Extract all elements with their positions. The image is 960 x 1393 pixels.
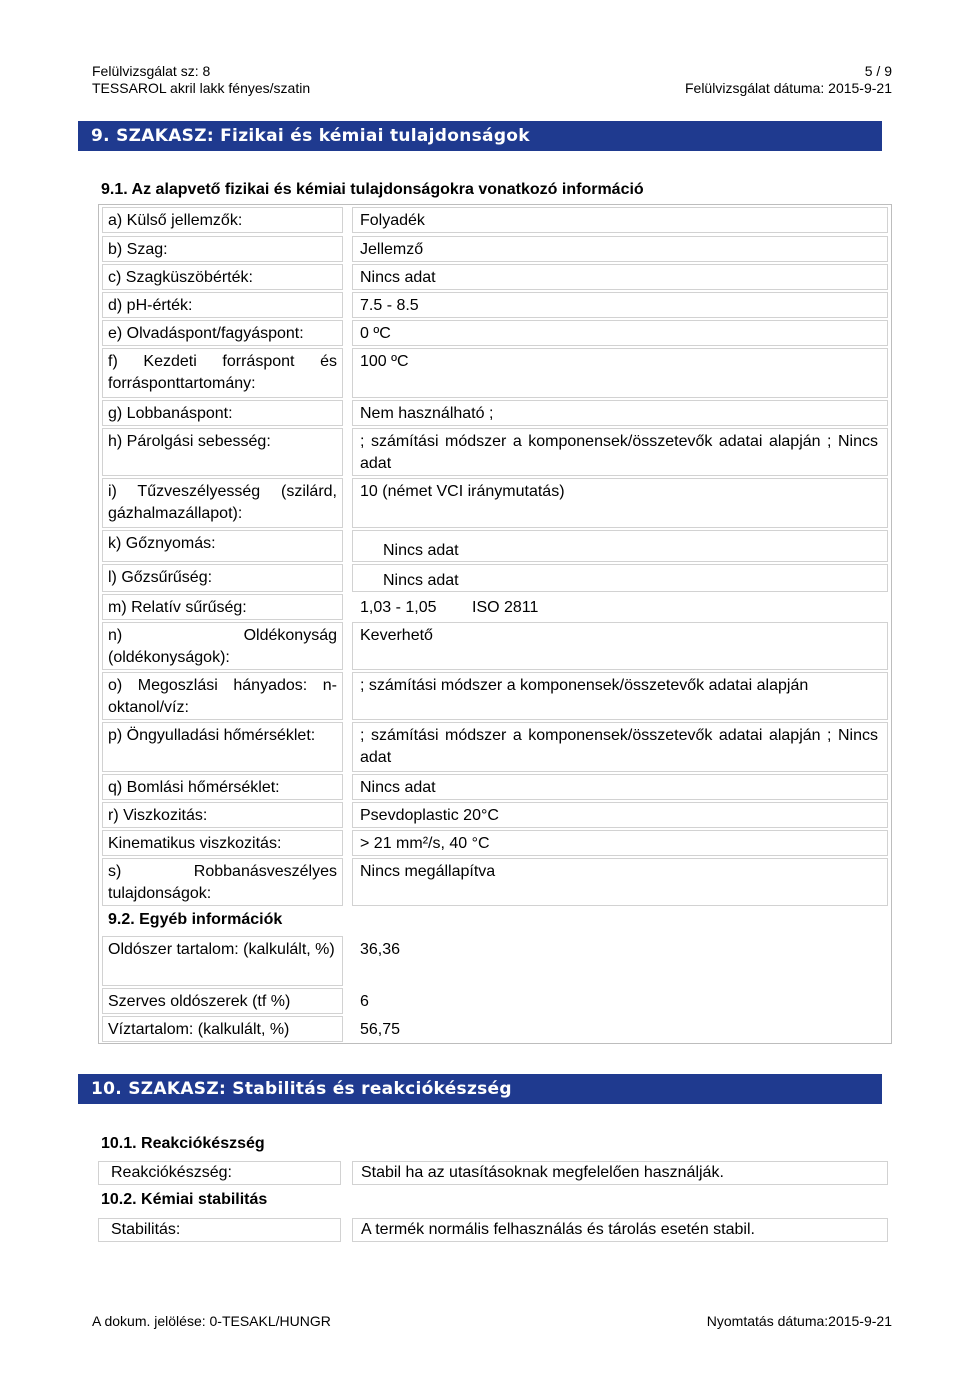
property-label: n) Oldékonyság (oldékonyságok): <box>108 627 337 666</box>
property-value: 10 (német VCI iránymutatás) <box>360 483 565 500</box>
property-value: 7.5 - 8.5 <box>360 297 419 314</box>
other-label: Víztartalom: (kalkulált, %) <box>108 1021 290 1038</box>
other-value: 6 <box>360 993 369 1010</box>
revision-number: Felülvizsgálat sz: 8 <box>92 63 211 79</box>
property-method: ISO 2811 <box>472 599 539 616</box>
property-label: f) Kezdeti forráspont és forrásponttartomány: <box>108 353 337 392</box>
property-label: d) pH-érték: <box>108 297 193 314</box>
section10-sub1: 10.1. Reakciókészség <box>101 1135 265 1152</box>
property-label: b) Szag: <box>108 241 168 258</box>
property-label: o) Megoszlási hányados: n-oktanol/víz: <box>108 677 337 716</box>
product-name: TESSAROL akril lakk fényes/szatin <box>92 80 311 96</box>
property-label: i) Tűzveszélyesség (szilárd, gázhalmazállapot): <box>108 483 337 522</box>
property-label: h) Párolgási sebesség: <box>108 433 271 450</box>
section10-title: 10. SZAKASZ: Stabilitás és reakciókészség <box>78 1074 882 1104</box>
property-label: s) Robbanásveszélyes tulajdonságok: <box>108 863 337 902</box>
property-label: k) Gőznyomás: <box>108 535 216 552</box>
revision-date: Felülvizsgálat dátuma: 2015-9-21 <box>684 80 892 96</box>
property-label: l) Gőzsűrűség: <box>108 569 213 586</box>
property-value: Psevdoplastic 20°C <box>360 807 499 824</box>
section9-other-title: 9.2. Egyéb információk <box>108 911 283 928</box>
property-value: Nincs megállapítva <box>360 863 496 880</box>
property-value: Folyadék <box>360 212 425 229</box>
row2-label: Stabilitás: <box>111 1221 181 1238</box>
property-value: Nem használható ; <box>360 405 494 422</box>
property-label: p) Öngyulladási hőmérséklet: <box>108 727 316 744</box>
section9-title: 9. SZAKASZ: Fizikai és kémiai tulajdonságok <box>78 121 882 151</box>
property-label: a) Külső jellemzők: <box>108 212 243 229</box>
property-label: e) Olvadáspont/fagyáspont: <box>108 325 304 342</box>
property-value: > 21 mm²/s, 40 °C <box>360 835 490 852</box>
property-label: r) Viszkozitás: <box>108 807 208 824</box>
property-value: Nincs adat <box>360 779 436 796</box>
document-id: A dokum. jelölése: 0-TESAKL/HUNGR <box>92 1313 331 1329</box>
property-label: g) Lobbanáspont: <box>108 405 233 422</box>
property-value: Nincs adat <box>360 269 436 286</box>
property-label: m) Relatív sűrűség: <box>108 599 247 616</box>
section10-sub2: 10.2. Kémiai stabilitás <box>101 1191 268 1208</box>
other-label: Szerves oldószerek (tf %) <box>108 993 291 1010</box>
property-value: 100 ºC <box>360 353 409 370</box>
property-value: Keverhető <box>360 627 433 644</box>
property-value: 1,03 - 1,05 <box>360 599 437 616</box>
property-value: ; számítási módszer a komponensek/összetevők adatai alapján ; Nincs adat <box>360 433 878 472</box>
page-number: 5 / 9 <box>864 63 892 79</box>
section9-subtitle: 9.1. Az alapvető fizikai és kémiai tulajdonságokra vonatkozó információ <box>101 181 644 198</box>
property-value: Jellemző <box>360 241 424 258</box>
property-label: Kinematikus viszkozitás: <box>108 835 282 852</box>
other-value: 36,36 <box>360 941 401 958</box>
property-value: ; számítási módszer a komponensek/összetevők adatai alapján ; Nincs adat <box>360 727 878 766</box>
other-value: 56,75 <box>360 1021 401 1038</box>
property-value: 0 ºC <box>360 325 391 342</box>
property-label: q) Bomlási hőmérséklet: <box>108 779 280 796</box>
property-label: c) Szagküszöbérték: <box>108 269 253 286</box>
print-date: Nyomtatás dátuma:2015-9-21 <box>706 1313 892 1329</box>
property-value: Nincs adat <box>383 572 459 589</box>
row2-value: A termék normális felhasználás és tárolás esetén stabil. <box>361 1221 755 1238</box>
row1-value: Stabil ha az utasításoknak megfelelően használják. <box>361 1164 724 1181</box>
property-value: ; számítási módszer a komponensek/összetevők adatai alapján <box>360 677 809 694</box>
property-value: Nincs adat <box>383 542 459 559</box>
row1-label: Reakciókészség: <box>111 1164 232 1181</box>
other-label: Oldószer tartalom: (kalkulált, %) <box>108 941 335 958</box>
